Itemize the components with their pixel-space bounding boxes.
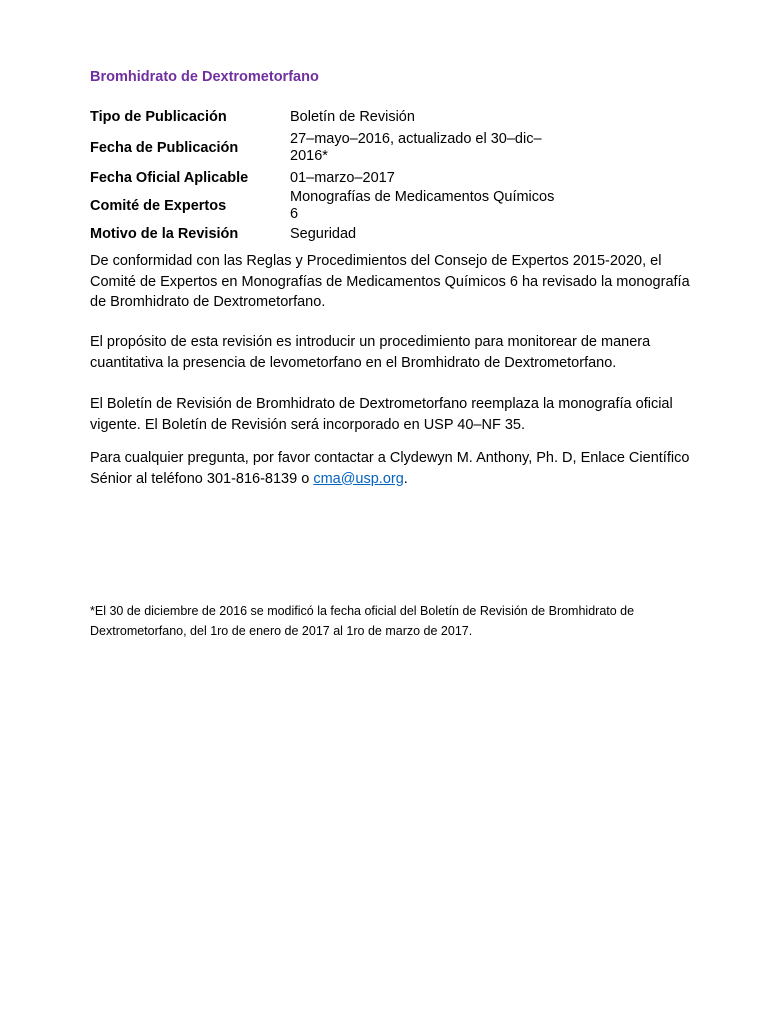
contact-email-link[interactable]: cma@usp.org — [313, 470, 404, 487]
contact-text: Para cualquier pregunta, por favor contactar a Clydewyn M. Anthony, Ph. D, Enlace Científico Sénior al teléfono 301-816-8139 o — [90, 450, 690, 487]
metadata-value: 27–mayo–2016, actualizado el 30–dic–2016* — [290, 131, 542, 164]
metadata-label: Fecha de Publicación — [90, 139, 239, 156]
document-title: Bromhidrato de Dextrometorfano — [90, 69, 319, 85]
metadata-value: Monografías de Medicamentos Químicos 6 — [290, 189, 555, 222]
metadata-label: Fecha Oficial Aplicable — [90, 170, 249, 186]
metadata-value: Boletín de Revisión — [290, 109, 415, 125]
metadata-row-official-date — [90, 168, 560, 189]
metadata-label: Comité de Expertos — [90, 197, 227, 214]
body-paragraph: De conformidad con las Reglas y Procedimientos del Consejo de Expertos 2015-2020, el Comité de Expertos en Monografías de Medicamentos Químicos 6 ha revisado la monografía de Bromhidrato de Dextrometorfano. — [90, 253, 690, 310]
metadata-row-publication-date — [90, 128, 560, 168]
metadata-value: Seguridad — [290, 225, 357, 242]
metadata-row-revision-reason — [90, 223, 560, 245]
metadata-label: Tipo de Publicación — [90, 109, 227, 125]
contact-paragraph — [90, 448, 690, 489]
metadata-row-expert-committee — [90, 189, 560, 223]
body-paragraph: El propósito de esta revisión es introducir un procedimiento para monitorear de manera cuantitativa la presencia de levometorfano en el Bromhidrato de Dextrometorfano. — [90, 334, 651, 371]
body-paragraph: El Boletín de Revisión de Bromhidrato de Dextrometorfano reemplaza la monografía oficial vigente. El Boletín de Revisión será incorporado en USP 40–NF 35. — [90, 396, 673, 433]
metadata-row-publication-type — [90, 107, 560, 128]
metadata-label: Motivo de la Revisión — [90, 225, 239, 242]
metadata-value: 01–marzo–2017 — [290, 170, 395, 186]
footnote: *El 30 de diciembre de 2016 se modificó la fecha oficial del Boletín de Revisión de Bromhidrato de Dextrometorfano, del 1ro de enero de 2017 al 1ro de marzo de 2017. — [90, 604, 635, 638]
publication-metadata-table — [90, 107, 560, 245]
contact-trailing: . — [403, 470, 408, 487]
